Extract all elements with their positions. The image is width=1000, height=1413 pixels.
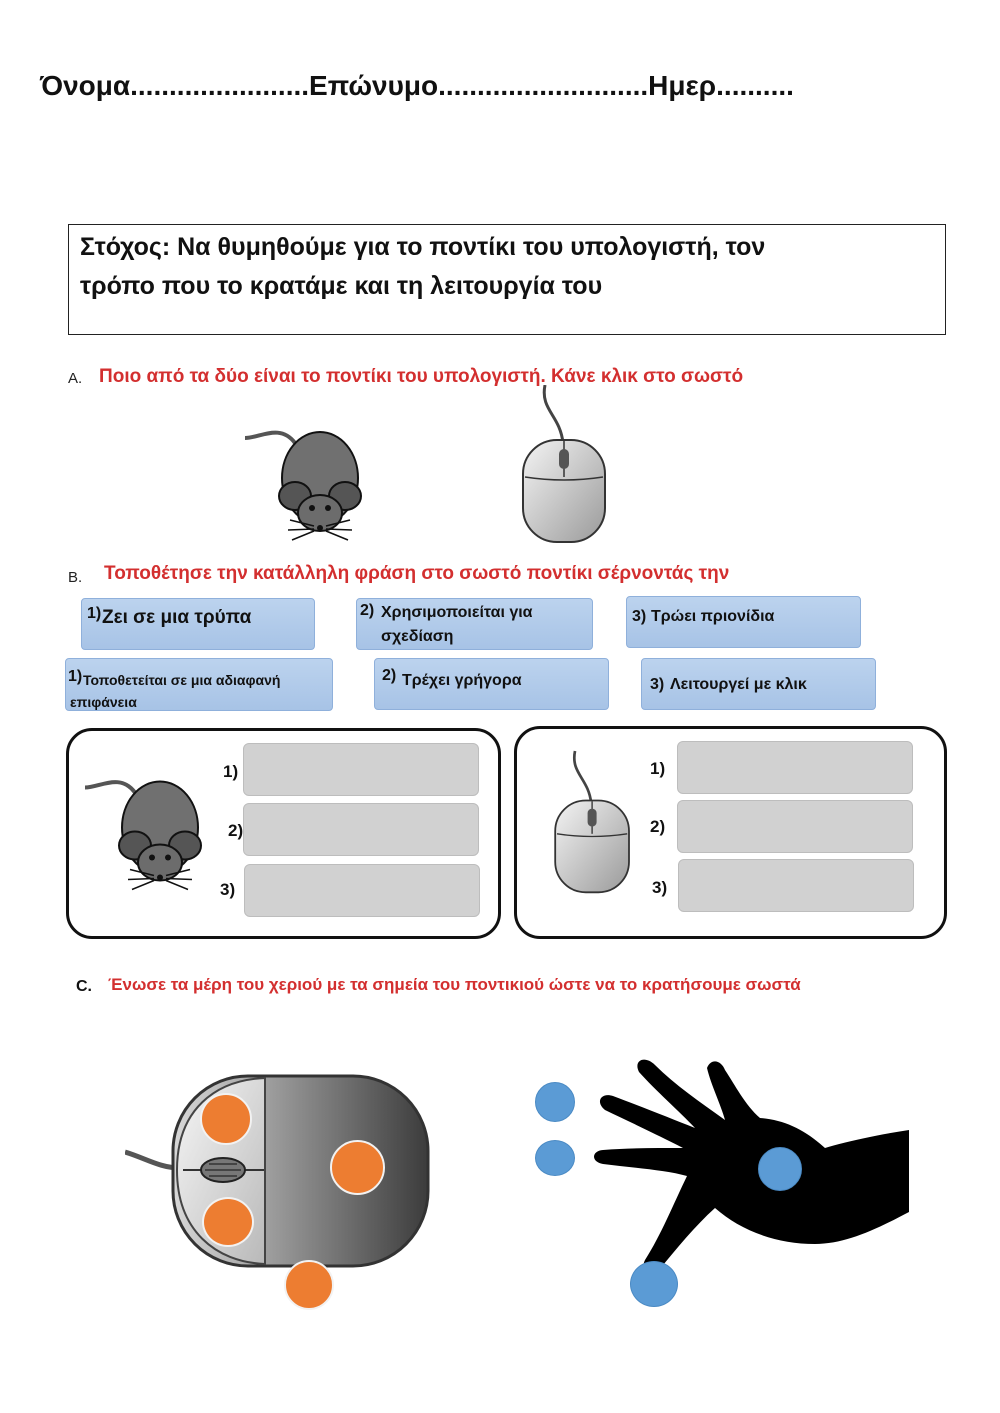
- hand-point-middle-finger[interactable]: [535, 1140, 575, 1176]
- mouse-eye-left: [309, 505, 315, 511]
- name-surname-date-header: Όνομα.......................Επώνυμο...........................Ημερ..........: [40, 70, 794, 101]
- computer-mouse-drop-slot-1[interactable]: [677, 741, 913, 794]
- slot-number: 2): [650, 817, 666, 836]
- goal-line-1: Στόχος: Να θυμηθούμε για το ποντίκι του υπολογιστή, τον: [80, 233, 766, 261]
- card-number: 2): [360, 602, 375, 619]
- hand-point-palm[interactable]: [758, 1147, 802, 1191]
- phrase-card-used-for-drawing[interactable]: [356, 598, 593, 650]
- phrase-card-runs-fast[interactable]: [374, 658, 609, 710]
- card-text: Τρώει πριονίδια: [651, 608, 775, 625]
- card-number: 1): [68, 668, 83, 685]
- section-b-letter: Β.: [68, 569, 83, 586]
- slot-number: 1): [223, 762, 239, 781]
- card-text-line-1: Χρησιμοποιείται για: [381, 604, 533, 621]
- hand-shape: [594, 1060, 909, 1275]
- section-a-title: Ποιο από τα δύο είναι το ποντίκι του υπολογιστή. Κάνε κλικ στο σωστό: [99, 366, 744, 387]
- card-text-line-2: σχεδίαση: [381, 628, 454, 645]
- computer-mouse-drop-slot-3[interactable]: [678, 859, 914, 912]
- computer-mouse-icon: [548, 738, 638, 908]
- hand-silhouette-image: [575, 1030, 920, 1315]
- hand-point-thumb[interactable]: [630, 1261, 678, 1307]
- card-text: Τρέχει γρήγορα: [402, 672, 522, 689]
- computer-mouse-drop-slot-2[interactable]: [677, 800, 913, 853]
- scroll-wheel: [588, 809, 597, 827]
- real-mouse-option-image[interactable]: [240, 408, 380, 543]
- real-mouse-drop-slot-2[interactable]: [243, 803, 479, 856]
- slot-number: 2): [228, 821, 244, 840]
- computer-mouse-option-image[interactable]: [515, 385, 615, 545]
- mouse-eye-left: [149, 855, 155, 861]
- mouse-point-right-button[interactable]: [202, 1197, 254, 1247]
- card-text: Ζει σε μια τρύπα: [102, 607, 252, 628]
- mouse-point-left-button[interactable]: [200, 1093, 252, 1145]
- slot-number: 3): [652, 878, 668, 897]
- real-mouse-drop-slot-1[interactable]: [243, 743, 479, 796]
- phrase-card-lives-in-hole[interactable]: [81, 598, 315, 650]
- slot-number: 3): [220, 880, 236, 899]
- mouse-nose: [317, 525, 323, 531]
- mouse-point-body[interactable]: [330, 1140, 385, 1195]
- scroll-wheel: [559, 449, 569, 469]
- mouse-tail: [85, 782, 135, 792]
- section-a-letter: Α.: [68, 370, 83, 387]
- real-mouse-icon: [80, 755, 220, 895]
- mouse-cable: [574, 751, 591, 803]
- mouse-cable: [544, 385, 563, 443]
- card-number: 2): [382, 667, 397, 684]
- section-c-letter: C.: [76, 978, 92, 995]
- mouse-eye-right: [165, 855, 171, 861]
- goal-line-2: τρόπο που το κρατάμε και τη λειτουργία του: [80, 272, 603, 300]
- large-mouse-top-view-image: [125, 1070, 435, 1290]
- card-number: 3): [650, 676, 665, 693]
- mouse-point-side[interactable]: [284, 1260, 334, 1310]
- section-b-title: Τοποθέτησε την κατάλληλη φράση στο σωστό ποντίκι σέρνοντάς την: [104, 563, 730, 584]
- phrase-card-works-with-click[interactable]: [641, 658, 876, 710]
- section-c-title: Ένωσε τα μέρη του χεριού με τα σημεία του ποντικιού ώστε να το κρατήσουμε σωστά: [108, 975, 801, 994]
- mouse-eye-right: [325, 505, 331, 511]
- card-text-line-1: Τοποθετείται σε μια αδιαφανή: [83, 672, 281, 688]
- goal-text: [80, 228, 940, 306]
- phrase-card-placed-on-opaque-surface[interactable]: [65, 658, 333, 711]
- card-number: 1): [87, 605, 102, 622]
- mouse-tail: [245, 433, 295, 443]
- card-number: 3): [632, 608, 647, 625]
- mouse-nose: [157, 875, 163, 881]
- card-text-line-2: επιφάνεια: [70, 694, 137, 710]
- phrase-card-eats-sawdust[interactable]: [626, 596, 861, 648]
- slot-number: 1): [650, 759, 666, 778]
- real-mouse-drop-slot-3[interactable]: [244, 864, 480, 917]
- hand-point-index-finger[interactable]: [535, 1082, 575, 1122]
- card-text: Λειτουργεί με κλικ: [670, 676, 807, 693]
